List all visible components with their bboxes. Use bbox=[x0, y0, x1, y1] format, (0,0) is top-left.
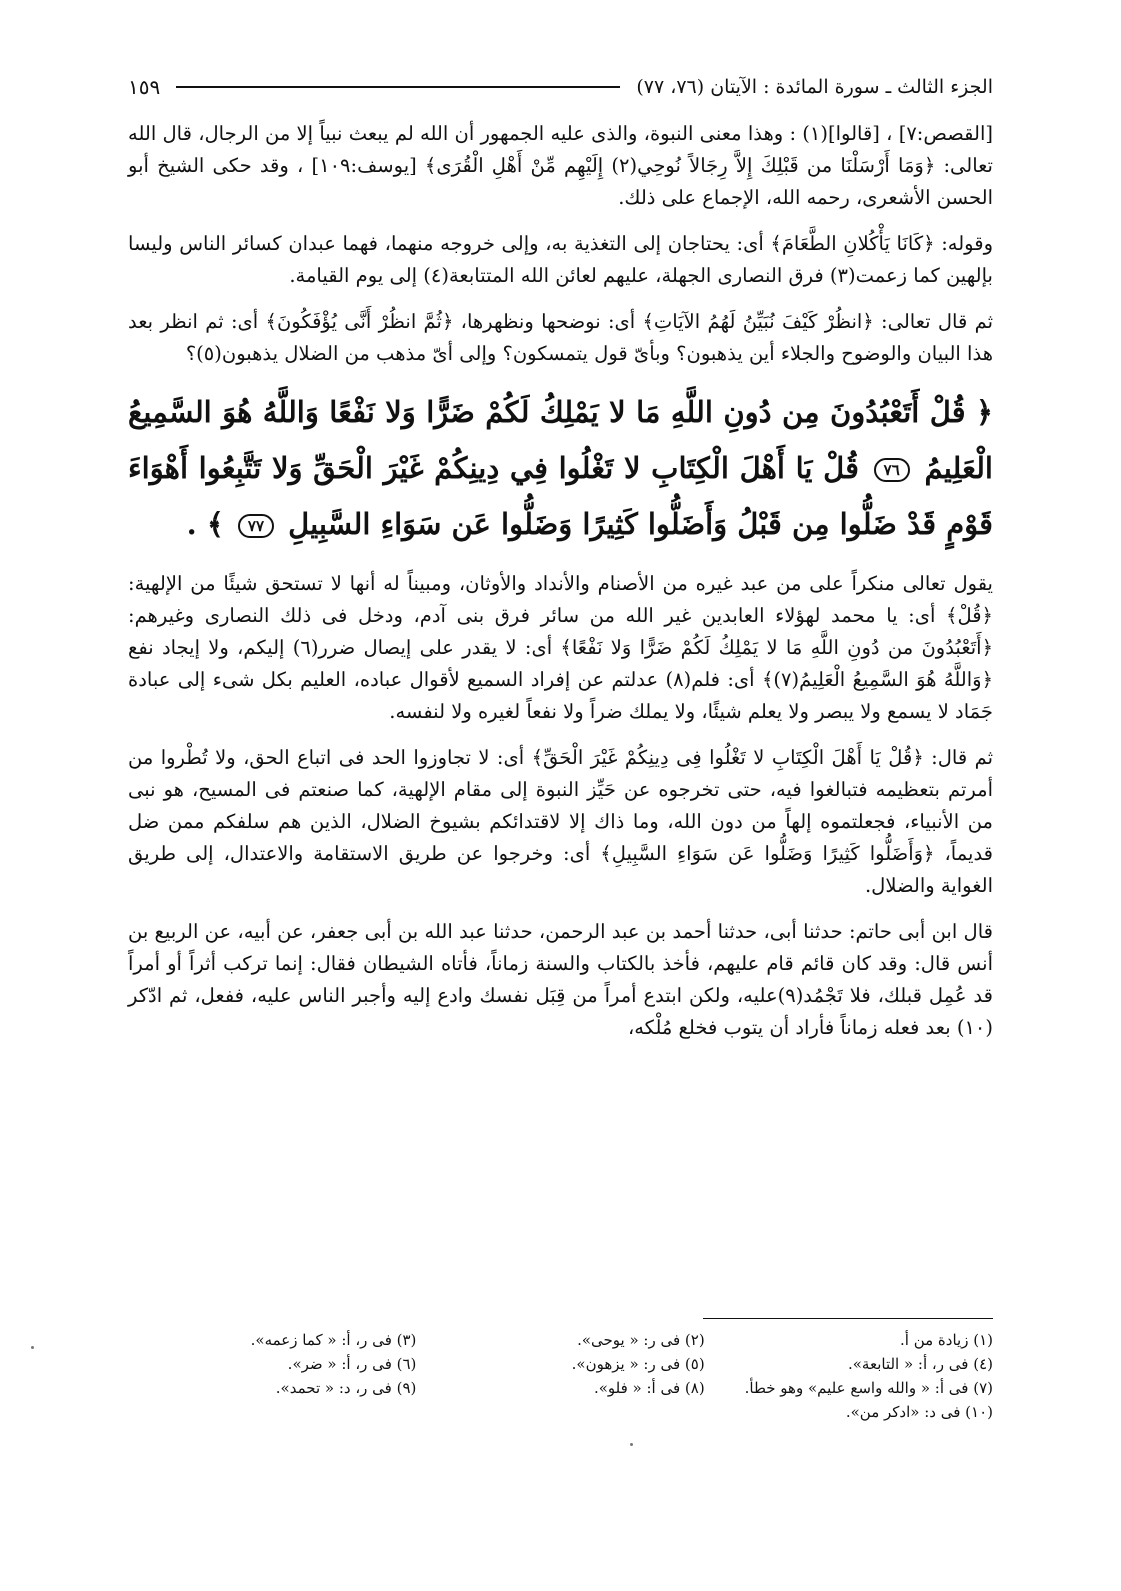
scan-speck bbox=[31, 1346, 34, 1349]
footnote-rule bbox=[703, 1318, 993, 1319]
footnote: (٦) فى ر، أ: « ضر». bbox=[287, 1355, 417, 1373]
header-rule bbox=[176, 86, 620, 88]
footnote bbox=[128, 1400, 416, 1424]
paragraph: [القصص:٧] ، [قالوا](١) : وهذا معنى النبوة، والذى عليه الجمهور أن الله لم يبعث نبياً إلا من الرجال، قال الله تعالى: ﴿وَمَا أَرْسَلْنَا من قَبْلِكَ إِلاَّ رِجَالاً نُوحِي(٢) إِلَيْهِم مِّنْ أَهْلِ الْقُرَى﴾ [يوسف:١٠٩] ، وقد حكى الشيخ أبو الحسن الأشعرى، رحمه الله، الإجماع على ذلك. bbox=[128, 122, 993, 209]
commentary-paragraph: يقول تعالى منكراً على من عبد غيره من الأصنام والأنداد والأوثان، ومبيناً له أنها لا تستحق شيئًا من الإلهية: ﴿قُلْ﴾ أى: يا محمد لهؤلاء العابدين غير الله من سائر فرق بنى آدم، ودخل فى ذلك النصارى وغيرهم: ﴿أَتَعْبُدُونَ من دُونِ اللَّهِ مَا لا يَمْلِكُ لَكُمْ ضَرًّا وَلا نَفْعًا﴾ أى: لا يقدر على إيصال ضرر(٦) إليكم، ولا إيجاد نفع ﴿وَاللَّهُ هُوَ السَّمِيعُ الْعَلِيمُ(٧)﴾ أى: فلم(٨) عدلتم عن إفراد السميع لأقوال عباده، العليم بكل شىء إلى عبادة جَمَاد لا يسمع ولا يبصر ولا يعلم شيئًا، ولا يملك ضراً ولا نفعاً لغيره ولا لنفسه. bbox=[128, 572, 994, 723]
paragraph: ثم قال تعالى: ﴿انظُرْ كَيْفَ نُبَيِّنُ لَهُمُ الآيَاتِ﴾ أى: نوضحها ونظهرها، ﴿ثُمَّ انظُرْ أَنَّى يُؤْفَكُونَ﴾ أى: ثم انظر بعد هذا البيان والوضوح والجلاء أين يذهبون؟ وبأىّ قول يتمسكون؟ وإلى أىّ مذهب من الضلال يذهبون(٥)؟ bbox=[128, 310, 993, 365]
footnote-row bbox=[128, 1328, 993, 1352]
commentary-paragraph: ثم قال: ﴿قُلْ يَا أَهْلَ الْكِتَابِ لا تَغْلُوا فِى دِينِكُمْ غَيْرَ الْحَقِّ﴾ أى: لا تجاوزوا الحد فى اتباع الحق، ولا تُطْروا من أمرتم بتعظيمه فتبالغوا فيه، حتى تخرجوه عن حَيِّز النبوة إلى مقام الإلهية، كما صنعتم فى المسيح، هو نبى من الأنبياء، فجعلتموه إلهاً من دون الله، وما ذاك إلا لاقتدائكم بشيوخ الضلال، الذين هم سلفكم ممن ضل قديماً، ﴿وَأَضَلُّوا كَثِيرًا وَضَلُّوا عَن سَوَاءِ السَّبِيلِ﴾ أى: وخرجوا عن طريق الاستقامة والاعتدال، إلى طريق الغواية والضلال. bbox=[128, 746, 993, 897]
footnote bbox=[416, 1400, 704, 1424]
paragraph: وقوله: ﴿كَانَا يَأْكُلانِ الطَّعَامَ﴾ أى: يحتاجان إلى التغذية به، وإلى خروجه منهما، فهما عبدان كسائر الناس وليسا بإلهين كما زعمت(٣) فرق النصارى الجهلة، عليهم لعائن الله المتتابعة(٤) إلى يوم القيامة. bbox=[128, 232, 993, 287]
footnote: (٣) فى ر، أ: « كما زعمه». bbox=[250, 1331, 417, 1349]
verse-end: ﴾ . bbox=[186, 507, 224, 541]
footnote: (٤) فى ر، أ: « التابعة». bbox=[847, 1355, 993, 1373]
footnote: (٩) فى ر، د: « تحمد». bbox=[275, 1379, 417, 1397]
footnote-row bbox=[128, 1400, 993, 1424]
running-header bbox=[128, 70, 993, 104]
footnote: (١) زيادة من أ. bbox=[900, 1331, 993, 1349]
ayah-number: ٧٦ bbox=[874, 458, 910, 482]
commentary-paragraph: قال ابن أبى حاتم: حدثنا أبى، حدثنا أحمد بن عبد الرحمن، حدثنا عبد الله بن أبى جعفر، عن أبيه، عن الربيع بن أنس قال: وقد كان قائم قام عليهم، فأخذ بالكتاب والسنة زماناً، فأتاه الشيطان فقال: إنما تركب أثراً أو أمراً قد عُمِل قبلك، فلا تَجْمُد(٩)عليه، ولكن ابتدع أمراً من قِبَل نفسك وادع إليه وأجبر الناس عليه، ففعل، ثم ادّكر (١٠) بعد فعله زماناً فأراد أن يتوب فخلع مُلْكه، bbox=[128, 920, 993, 1039]
footnote: (٥) فى ر: « يزهون». bbox=[571, 1355, 705, 1373]
ayah-number: ٧٧ bbox=[238, 514, 274, 538]
footnote-row bbox=[128, 1352, 993, 1376]
quran-verse bbox=[128, 384, 993, 552]
scan-speck bbox=[630, 1443, 633, 1446]
header-title: الجزء الثالث ـ سورة المائدة : الآيتان (٧٦، ٧٧) bbox=[636, 76, 993, 98]
footnote: (٨) فى أ: « فلو». bbox=[593, 1379, 705, 1397]
footnote: (١٠) فى د: «ادكر من». bbox=[845, 1403, 993, 1421]
verse-text: ﴿ قُلْ أَتَعْبُدُونَ مِن دُونِ اللَّهِ مَا لا يَمْلِكُ لَكُمْ ضَرًّا وَلا نَفْعًا وَاللَّهُ هُوَ السَّمِيعُ الْعَلِيمُ bbox=[128, 395, 993, 485]
page-body bbox=[128, 118, 993, 1058]
footnote: (٧) فى أ: « والله واسع عليم» وهو خطأ. bbox=[744, 1379, 993, 1397]
page-number: ١٥٩ bbox=[128, 75, 161, 99]
footnote-row bbox=[128, 1376, 993, 1400]
footnotes bbox=[128, 1328, 993, 1424]
footnote: (٢) فى ر: « يوحى». bbox=[577, 1331, 705, 1349]
verse-text: قُلْ يَا أَهْلَ الْكِتَابِ لا تَغْلُوا فِي دِينِكُمْ غَيْرَ الْحَقِّ وَلا تَتَّبِعُوا أَهْوَاءَ قَوْمٍ قَدْ ضَلُّوا مِن قَبْلُ وَأَضَلُّوا كَثِيرًا وَضَلُّوا عَن سَوَاءِ السَّبِيلِ bbox=[128, 451, 993, 541]
